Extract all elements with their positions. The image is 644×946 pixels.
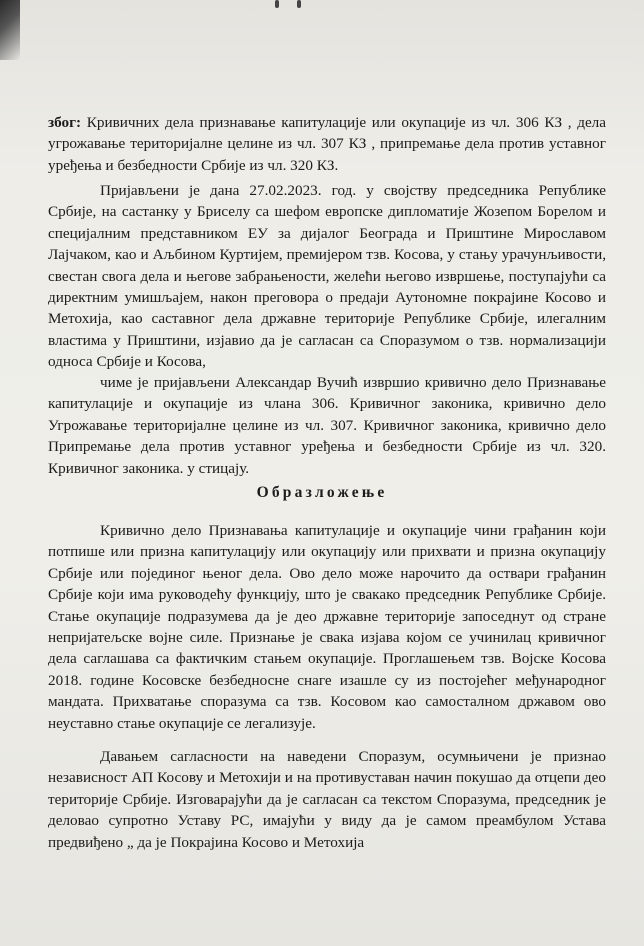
paragraph-2: чиме је пријављени Александар Вучић извршио кривично дело Признавање капитулације и окупације из члана 306. Кривичног законика, кривично дело Угрожавање територијалне целине из чл. 307. Кривичног законика, кривично дело Припремање дела против уставног уређења и безбедности Србије из чл. 320. Кривичног законика. у стицају. — [48, 374, 606, 477]
reason-text: Кривичних дела признавање капитулације или окупације из чл. 306 КЗ , дела угрожавање територијалне целине из чл. 307 КЗ , припремање дела против уставног уређења и безбедности Србије из чл. 320 КЗ. — [48, 114, 607, 174]
charge-paragraph — [48, 112, 606, 176]
reason-label: због: — [48, 114, 82, 131]
consent-paragraph — [48, 746, 606, 853]
report-paragraph — [48, 180, 606, 373]
paragraph-1: Пријављени је дана 27.02.2023. год. у својству председника Републике Србије, на састанку у Бриселу са шефом европске дипломатије Жозепом Борелом и специјалним представником ЕУ за дијалог Београда и Приштине Мирославом Лајчаком, као и Аљбином Куртијем, премијером тзв. Косова, у стању урачунљивости, свестан свога дела и његове забрањености, желећи његово извршење, поступајући са директним умишљајем, након преговора о предаји Аутономне покрајине Косово и Метохија, као саставног дела државне територије Републике Србије, илегалним властима у Приштини, изјавио да је сагласан са Споразумом о тзв. нормализацији односа Србије и Косова, — [48, 182, 606, 371]
paragraph-3: Кривично дело Признавања капитулације и окупације чини грађанин који потпише или призна капитулацију или окупацију или прихвати и призна окупацију Србије или појединог њеног дела. Ово дело може нарочито да оствари грађанин Србије који има руководећу функцију, што је свакако председник Републике Србије. Стање окупације подразумева да је део државне територије запоседнут од стране непријатељске војне силе. Признање је свака изјава којом се учинилац кривичног дела саглашава са фактичким стањем окупације. Проглашењем тзв. Војске Косова 2018. године Косовске безбедносне снаге изашле су из постојећег међународног мандата. Прихватање споразума са тзв. Косовом као самосталном државом ово неуставно стање окупације се легализује. — [48, 522, 606, 732]
top-edge-marks — [0, 0, 644, 10]
punch-mark — [297, 0, 301, 8]
explanation-paragraph — [48, 520, 606, 734]
punch-mark — [275, 0, 279, 8]
section-heading: Образложење — [256, 484, 388, 501]
paragraph-4: Давањем сагласности на наведени Споразум, осумњичени је признао независност АП Косову и Метохији и на противуставан начин покушао да отцепи део територије Србије. Изговарајући да је сагласан са текстом Споразума, председник је деловао супротно Уставу РС, имајући у виду да је самом преамбулом Устава предвиђено „ да је Покрајина Косово и Метохија — [48, 748, 606, 851]
offense-paragraph — [48, 372, 606, 479]
